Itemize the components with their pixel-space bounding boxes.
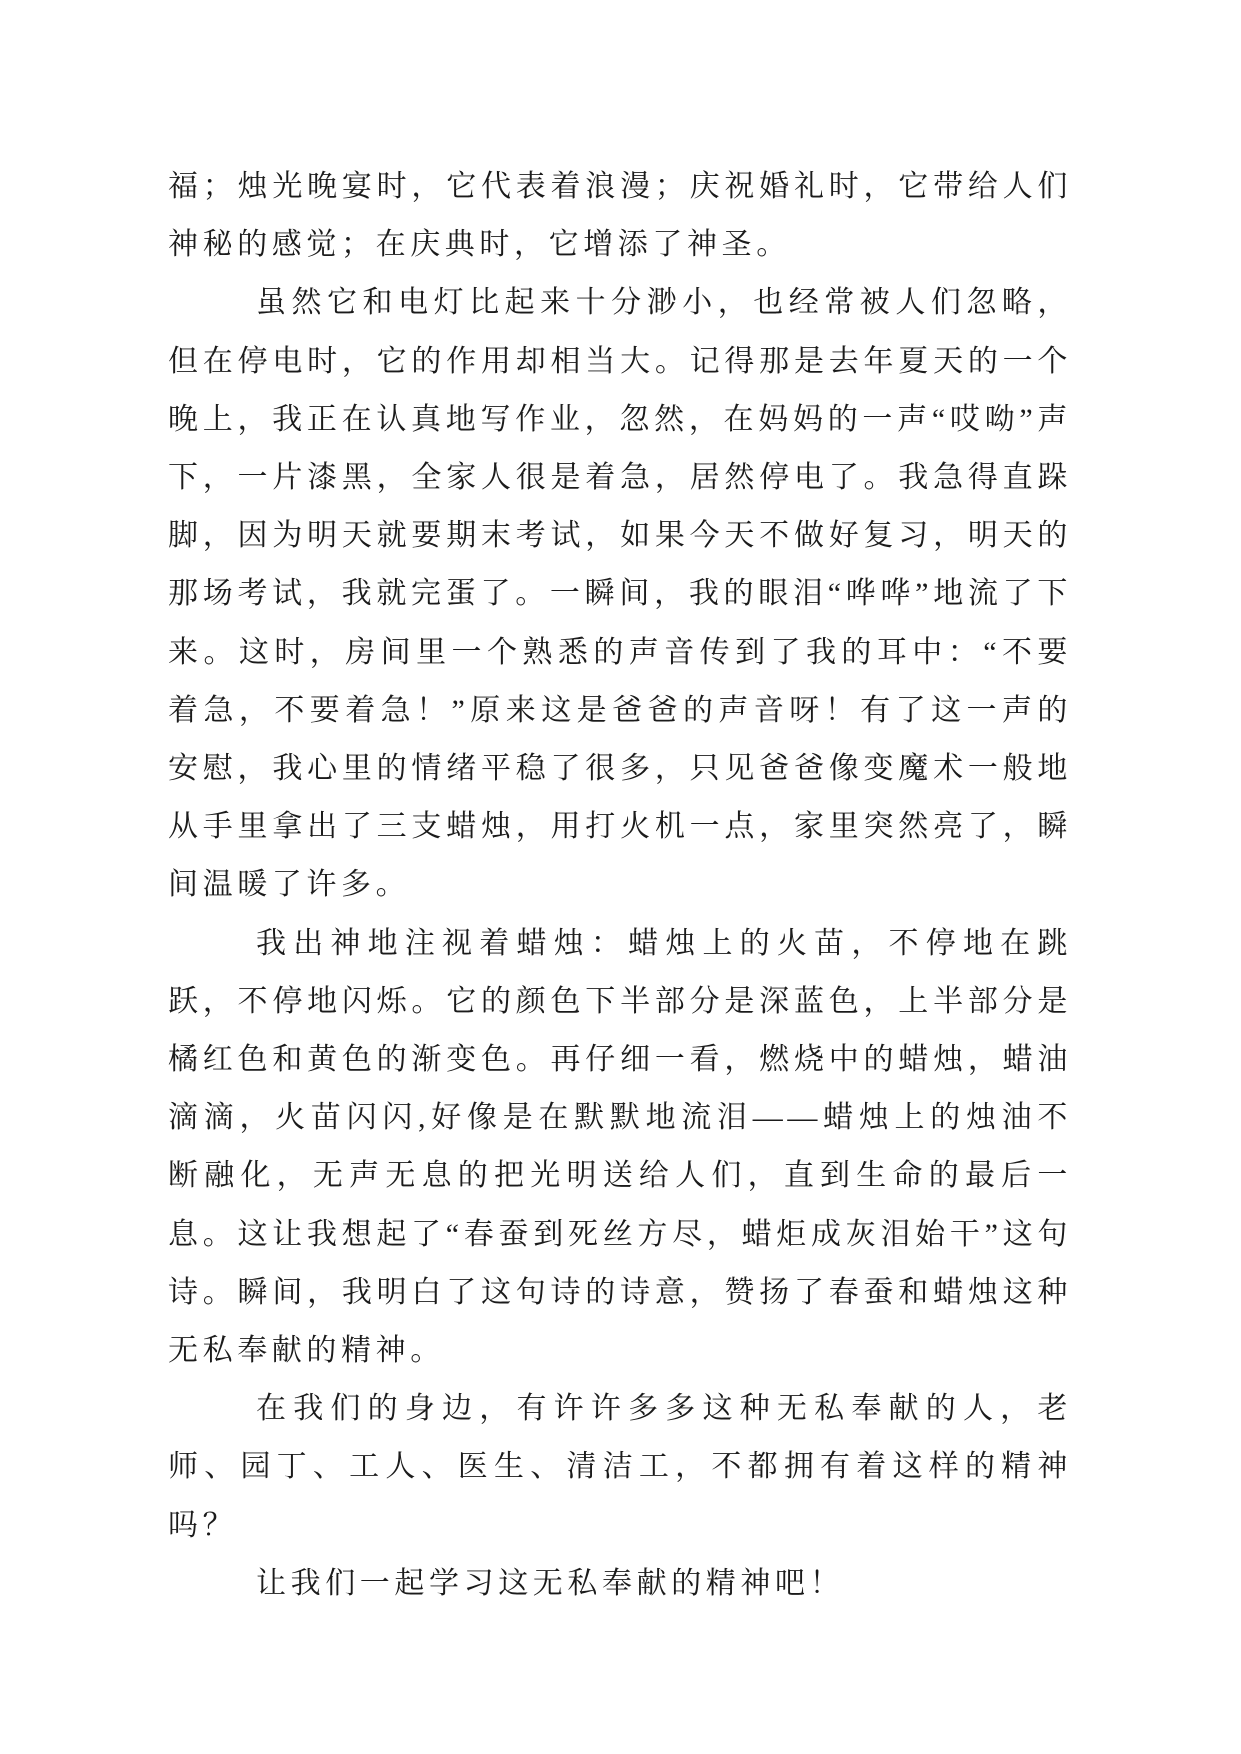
paragraph-continuation: 福；烛光晚宴时，它代表着浪漫；庆祝婚礼时，它带给人们神秘的感觉；在庆典时，它增添了神圣。	[168, 170, 1072, 262]
paragraph: 让我们一起学习这无私奉献的精神吧！	[256, 1566, 845, 1600]
essay-body	[168, 158, 1072, 1613]
paragraph: 在我们的身边，有许许多多这种无私奉献的人，老师、园丁、工人、医生、清洁工，不都拥有着这样的精神吗？	[168, 1392, 1072, 1542]
paragraph: 虽然它和电灯比起来十分渺小，也经常被人们忽略，但在停电时，它的作用却相当大。记得那是去年夏天的一个晚上，我正在认真地写作业，忽然，在妈妈的一声“哎呦”声下，一片漆黑，全家人很是着急，居然停电了。我急得直跺脚，因为明天就要期末考试，如果今天不做好复习，明天的那场考试，我就完蛋了。一瞬间，我的眼泪“哗哗”地流了下来。这时，房间里一个熟悉的声音传到了我的耳中：“不要着急，不要着急！”原来这是爸爸的声音呀！有了这一声的安慰，我心里的情绪平稳了很多，只见爸爸像变魔术一般地从手里拿出了三支蜡烛，用打火机一点，家里突然亮了，瞬间温暖了许多。	[168, 286, 1072, 902]
paragraph: 我出神地注视着蜡烛：蜡烛上的火苗，不停地在跳跃，不停地闪烁。它的颜色下半部分是深蓝色，上半部分是橘红色和黄色的渐变色。再仔细一看，燃烧中的蜡烛，蜡油滴滴，火苗闪闪,好像是在默默地流泪——蜡烛上的烛油不断融化，无声无息的把光明送给人们，直到生命的最后一息。这让我想起了“春蚕到死丝方尽，蜡炬成灰泪始干”这句诗。瞬间，我明白了这句诗的诗意，赞扬了春蚕和蜡烛这种无私奉献的精神。	[168, 926, 1072, 1368]
